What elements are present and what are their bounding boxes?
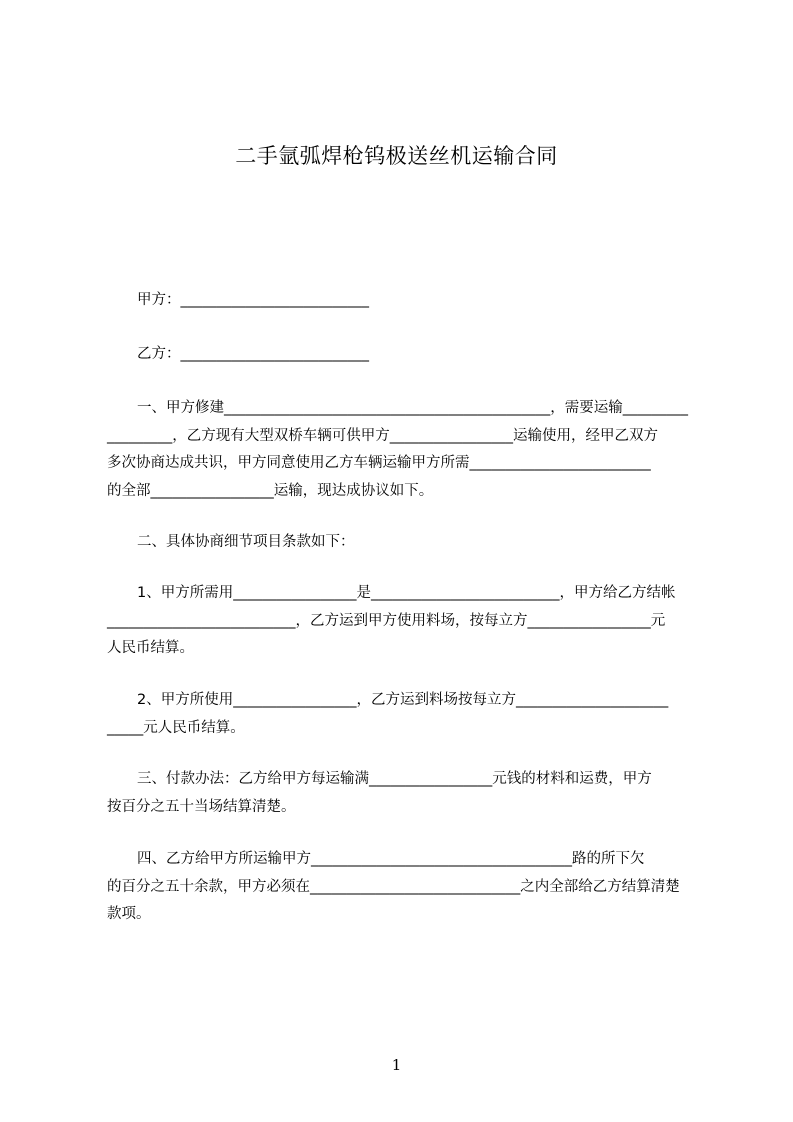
section1-line4: 的全部_________________运输，现达成协议如下。 xyxy=(107,483,434,499)
section2-heading: 二、具体协商细节项目条款如下： xyxy=(137,534,355,550)
section4-line3: 款项。 xyxy=(107,906,151,922)
section4-line1: 四、乙方给甲方所运输甲方____________________________________路的所下欠 xyxy=(137,851,645,867)
section4-line2: 的百分之五十余款，甲方必须在_____________________________之内全部给乙方结算清楚 xyxy=(107,879,680,895)
section1-line2: _________，乙方现有大型双桥车辆可供甲方_________________运输使用，经甲乙双方 xyxy=(107,428,658,444)
clause1-line3: 人民币结算。 xyxy=(107,640,194,656)
clause2-line1: 2、甲方所使用_________________，乙方运到料场按每立方_____________________ xyxy=(137,692,669,708)
section3-line2: 按百分之五十当场结算清楚。 xyxy=(107,799,296,815)
section1-line3: 多次协商达成共识，甲方同意使用乙方车辆运输甲方所需_________________________ xyxy=(107,455,651,471)
clause1-line2: __________________________，乙方运到甲方使用料场，按每立方_________________元 xyxy=(107,613,666,629)
document-title: 二手氩弧焊枪钨极送丝机运输合同 xyxy=(235,144,558,168)
section1-line1: 一、甲方修建_____________________________________________，需要运输_________ xyxy=(137,400,688,416)
party-a-line: 甲方：__________________________ xyxy=(137,292,369,308)
clause1-line1: 1、甲方所需用_________________是__________________________，甲方给乙方结帐 xyxy=(137,585,676,601)
section3-line1: 三、付款办法：乙方给甲方每运输满_________________元钱的材料和运费，甲方 xyxy=(137,771,652,787)
page-number: 1 xyxy=(391,1056,402,1074)
party-b-line: 乙方：__________________________ xyxy=(137,346,369,362)
clause2-line2: _____元人民币结算。 xyxy=(107,720,245,736)
